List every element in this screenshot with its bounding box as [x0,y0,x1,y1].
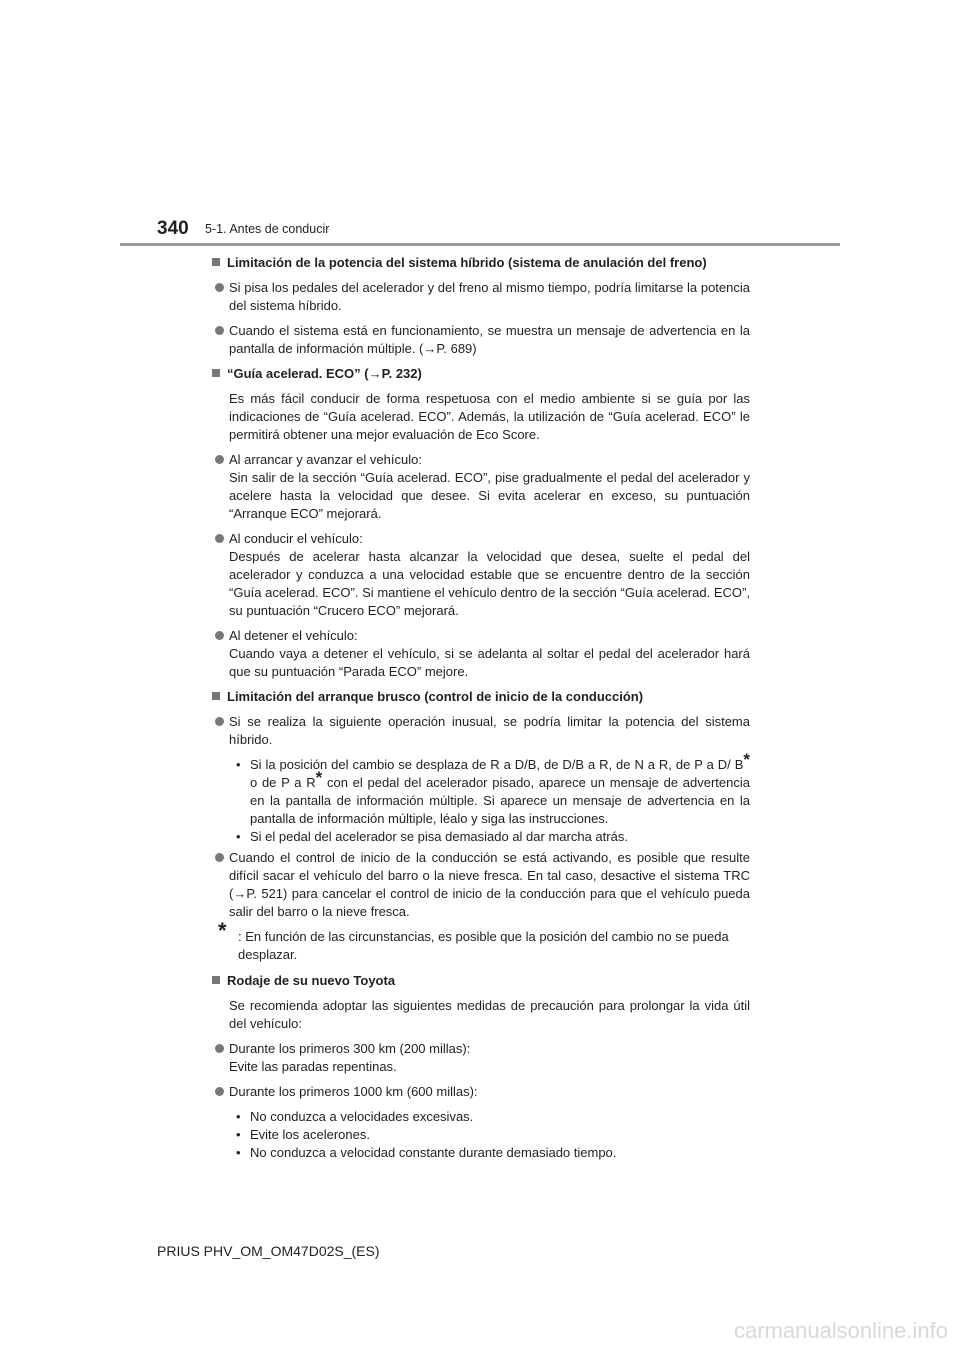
square-bullet-icon [212,258,220,266]
sub-list-item: • Si el pedal del acelerador se pisa demasiado al dar marcha atrás. [236,829,628,844]
list-item: Cuando el control de inicio de la conducción se está activando, es posible que resulte difícil sacar el vehículo del barro o la nieve fresca. En tal caso, desactive el sistema TRC (→P. 521) para cancelar el control de inicio de la conducción para que el vehículo pueda salir del barro o la nieve fresca. [210,849,750,921]
page-number: 340 [157,218,189,239]
header-rule [120,243,840,246]
list-item: Durante los primeros 1000 km (600 millas): [210,1083,750,1101]
heading-eco-guide: “Guía acelerad. ECO” (→P. 232) [210,365,750,383]
watermark: carmanualsonline.info [733,1318,948,1343]
sub-list-item: • No conduzca a velocidades excesivas. [236,1109,474,1124]
sub-list-item: • Evite los acelerones. [236,1127,370,1142]
sub-bullet-mark: • [236,1109,241,1124]
round-bullet-icon [215,631,224,640]
list-item: Cuando el sistema está en funcionamiento, se muestra un mensaje de advertencia en la pantalla de información múltiple. (→P. 689) [210,322,750,358]
square-bullet-icon [212,369,220,377]
list-item: Al arrancar y avanzar el vehículo: Sin salir de la sección “Guía acelerad. ECO”, pise gradualmente el pedal del acelerador y acelere hasta la velocidad que desee. Si evita acelerar en exceso, su puntuación “Arranque ECO” mejorará. [210,451,750,523]
sub-list-item: • No conduzca a velocidad constante durante demasiado tiempo. [236,1145,617,1160]
footnote-star-mark: * [218,918,227,943]
round-bullet-icon [215,326,224,335]
section-title: 5-1. Antes de conducir [205,222,330,236]
sub-bullet-mark: • [236,1127,241,1142]
square-bullet-icon [212,976,220,984]
footer-document-code: PRIUS PHV_OM_OM47D02S_(ES) [157,1243,380,1259]
page-content [210,254,750,1165]
sub-bullet-mark: • [236,1145,241,1160]
footnote: * : En función de las circunstancias, es posible que la posición del cambio no se pueda desplazar. [218,918,729,962]
round-bullet-icon [215,1044,224,1053]
square-bullet-icon [212,692,220,700]
list-item: Si pisa los pedales del acelerador y del freno al mismo tiempo, podría limitarse la potencia del sistema híbrido. [210,279,750,315]
round-bullet-icon [215,534,224,543]
sub-list [210,1108,750,1162]
heading-brake-override: Limitación de la potencia del sistema híbrido (sistema de anulación del freno) [210,254,750,272]
sub-bullet-mark: • [236,829,241,844]
heading-break-in: Rodaje de su nuevo Toyota [210,972,750,990]
paragraph: Es más fácil conducir de forma respetuosa con el medio ambiente si se guía por las indicaciones de “Guía acelerad. ECO”. Además, la utilización de “Guía acelerad. ECO” le permitirá obtener una mejor evaluación de Eco Score. [229,391,750,442]
list-item: Durante los primeros 300 km (200 millas): Evite las paradas repentinas. [210,1040,750,1076]
footnote-star-mark: * [315,768,323,787]
footnote-star-mark: * [743,750,750,769]
round-bullet-icon [215,455,224,464]
list-item: Si se realiza la siguiente operación inusual, se podría limitar la potencia del sistema híbrido. [210,713,750,749]
round-bullet-icon [215,853,224,862]
heading-drive-start-control: Limitación del arranque brusco (control de inicio de la conducción) [210,688,750,706]
sub-list [210,750,750,846]
list-item: Al conducir el vehículo: Después de acelerar hasta alcanzar la velocidad que desea, suelte el pedal del acelerador y conduzca a una velocidad estable que se encuentre dentro de la sección “Guía acelerad. ECO”. Si mantiene el vehículo dentro de la sección “Guía acelerad. ECO”, su puntuación “Crucero ECO” mejorará. [210,530,750,620]
list-item: Al detener el vehículo: Cuando vaya a detener el vehículo, si se adelanta al soltar el pedal del acelerador hará que su puntuación “Parada ECO” mejore. [210,627,750,681]
sub-bullet-mark: • [236,757,241,772]
round-bullet-icon [215,1087,224,1096]
round-bullet-icon [215,283,224,292]
round-bullet-icon [215,717,224,726]
paragraph: Se recomienda adoptar las siguientes medidas de precaución para prolongar la vida útil del vehículo: [229,998,750,1031]
sub-list-item: • Si la posición del cambio se desplaza de R a D/B, de D/B a R, de N a R, de P a D/ B* o de P a R* con el pedal del acelerador pisado, aparece un mensaje de advertencia en la pantalla de información múltiple. Si aparece un mensaje de advertencia en la pantalla de información múltiple, léalo y siga las instrucciones. [236,750,750,826]
